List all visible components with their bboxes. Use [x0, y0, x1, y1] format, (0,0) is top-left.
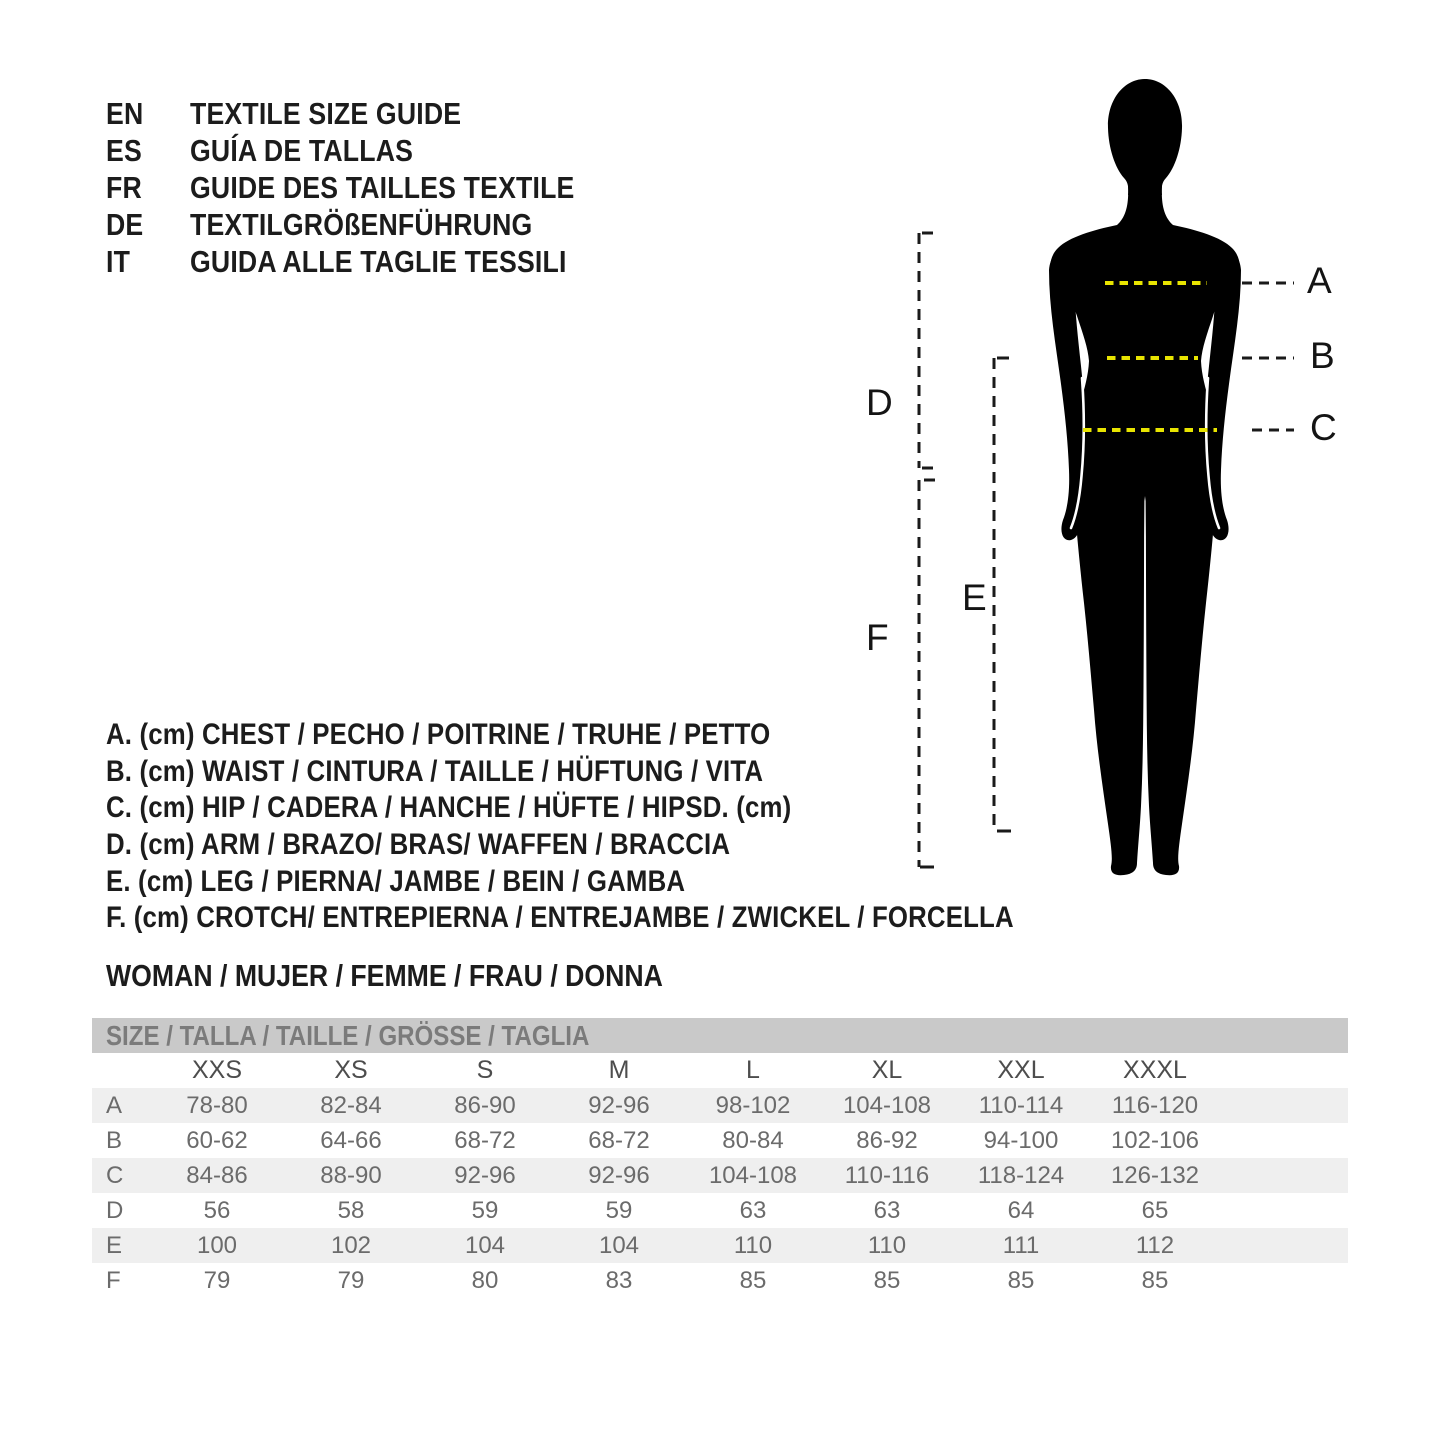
- table-row-arm: [92, 1193, 1348, 1228]
- silhouette-head: [1108, 79, 1182, 195]
- size-value: 68-72: [454, 1126, 516, 1154]
- size-value: 104: [598, 1231, 640, 1259]
- size-value: 118-124: [977, 1161, 1065, 1189]
- size-value: 102: [330, 1231, 372, 1259]
- figure-label-hip: C: [1310, 407, 1337, 448]
- lang-code: IT: [106, 244, 131, 279]
- size-value: 79: [337, 1266, 365, 1294]
- guide-title: GUIDE DES TAILLES TEXTILE: [190, 170, 575, 205]
- size-value: 104-108: [708, 1161, 798, 1189]
- size-value: 63: [873, 1196, 901, 1224]
- size-value: 64: [1007, 1196, 1035, 1224]
- table-row-waist: [92, 1123, 1348, 1158]
- size-value: 80-84: [722, 1126, 784, 1154]
- size-value: 65: [1141, 1196, 1169, 1224]
- legend-text: D. (cm) ARM / BRAZO/ BRAS/ WAFFEN / BRACCIA: [106, 828, 731, 862]
- figure-label-arm: D: [866, 382, 893, 423]
- leader-lines: [1242, 283, 1294, 430]
- size-value: 112: [1135, 1231, 1175, 1259]
- guide-title: TEXTILGRÖßENFÜHRUNG: [190, 207, 533, 242]
- legend-text: A. (cm) CHEST / PECHO / POITRINE / TRUHE / PETTO: [106, 718, 771, 751]
- size-value: 63: [739, 1196, 767, 1224]
- size-value: 82-84: [320, 1091, 382, 1119]
- size-value: 58: [337, 1196, 365, 1224]
- lang-code: ES: [106, 133, 142, 168]
- size-table-title: SIZE / TALLA / TAILLE / GRÖSSE / TAGLIA: [106, 1020, 590, 1051]
- row-label: F: [106, 1266, 121, 1294]
- legend-text: E. (cm) LEG / PIERNA/ JAMBE / BEIN / GAMBA: [106, 864, 686, 898]
- figure-label-crotch: F: [866, 617, 889, 658]
- size-value: 126-132: [1110, 1161, 1200, 1189]
- col-header: XL: [871, 1056, 903, 1084]
- legend-hip: [106, 790, 1162, 827]
- size-value: 78-80: [186, 1091, 248, 1119]
- gender-heading-text: WOMAN / MUJER / FEMME / FRAU / DONNA: [106, 958, 663, 993]
- size-value: 85: [873, 1266, 901, 1294]
- lang-code: EN: [106, 96, 144, 131]
- title-row-en: [106, 95, 637, 132]
- size-value: 94-100: [983, 1126, 1059, 1154]
- size-value: 85: [739, 1266, 767, 1294]
- size-value: 92-96: [588, 1091, 650, 1119]
- size-value: 86-92: [856, 1126, 918, 1154]
- title-row-fr: [106, 169, 637, 206]
- size-value: 83: [605, 1266, 633, 1294]
- size-value: 64-66: [320, 1126, 382, 1154]
- title-row-es: [106, 132, 637, 169]
- legend-text: B. (cm) WAIST / CINTURA / TAILLE / HÜFTUNG / VITA: [106, 754, 764, 788]
- size-value: 110-114: [978, 1091, 1064, 1119]
- legend-text: C. (cm) HIP / CADERA / HANCHE / HÜFTE / HIPSD. (cm): [106, 791, 792, 825]
- size-value: 116-120: [1111, 1091, 1199, 1119]
- size-value: 59: [605, 1196, 633, 1224]
- lang-code: DE: [106, 207, 144, 242]
- col-header: XXS: [191, 1056, 243, 1084]
- col-header: XXL: [997, 1056, 1045, 1084]
- size-value: 102-106: [1110, 1126, 1200, 1154]
- legend-arm: [106, 827, 1162, 864]
- guide-title: TEXTILE SIZE GUIDE: [190, 96, 462, 131]
- language-title-list: [106, 95, 637, 280]
- col-header: XS: [334, 1056, 368, 1084]
- legend-leg: [106, 864, 1162, 901]
- size-value: 85: [1141, 1266, 1169, 1294]
- size-value: 60-62: [186, 1126, 248, 1154]
- size-value: 100: [196, 1231, 238, 1259]
- table-row-chest: [92, 1088, 1348, 1123]
- col-header: S: [476, 1056, 494, 1084]
- col-header: XXXL: [1123, 1056, 1187, 1084]
- title-row-it: [106, 243, 637, 280]
- size-table: [92, 1018, 1348, 1298]
- size-value: 84-86: [186, 1161, 248, 1189]
- gender-heading: [106, 957, 754, 994]
- figure-label-waist: B: [1310, 335, 1335, 376]
- row-label: B: [106, 1126, 123, 1154]
- table-row-crotch: [92, 1263, 1348, 1298]
- size-value: 88-90: [320, 1161, 382, 1189]
- figure-label-leg: E: [962, 577, 987, 618]
- size-value: 68-72: [588, 1126, 650, 1154]
- size-value: 56: [203, 1196, 231, 1224]
- size-value: 110: [733, 1231, 773, 1259]
- legend-waist: [106, 754, 1162, 791]
- guide-title: GUÍA DE TALLAS: [190, 133, 414, 168]
- size-value: 86-90: [454, 1091, 516, 1119]
- row-label: A: [106, 1091, 123, 1119]
- size-value: 110: [867, 1231, 907, 1259]
- legend-chest: [106, 717, 1162, 754]
- size-table-header-band: [92, 1018, 1348, 1053]
- table-row-hip: [92, 1158, 1348, 1193]
- size-columns-row: [92, 1053, 1348, 1088]
- size-value: 92-96: [454, 1161, 516, 1189]
- row-label: D: [106, 1196, 124, 1224]
- legend-crotch: [106, 900, 1162, 937]
- size-value: 92-96: [588, 1161, 650, 1189]
- guide-title: GUIDA ALLE TAGLIE TESSILI: [190, 244, 567, 279]
- title-row-de: [106, 206, 637, 243]
- table-row-leg: [92, 1228, 1348, 1263]
- legend-text: F. (cm) CROTCH/ ENTREPIERNA / ENTREJAMBE / ZWICKEL / FORCELLA: [106, 901, 1014, 935]
- size-value: 111: [1002, 1231, 1040, 1259]
- size-value: 79: [203, 1266, 231, 1294]
- size-value: 104: [464, 1231, 506, 1259]
- size-value: 98-102: [715, 1091, 791, 1119]
- size-value: 85: [1007, 1266, 1035, 1294]
- lang-code: FR: [106, 170, 142, 205]
- measurement-legend: [106, 717, 1162, 937]
- size-value: 80: [471, 1266, 499, 1294]
- size-value: 104-108: [842, 1091, 932, 1119]
- figure-label-chest: A: [1307, 260, 1332, 301]
- col-header: L: [746, 1056, 760, 1084]
- row-label: C: [106, 1161, 124, 1189]
- size-value: 110-116: [844, 1161, 930, 1189]
- row-label: E: [106, 1231, 123, 1259]
- size-value: 59: [471, 1196, 499, 1224]
- col-header: M: [608, 1056, 630, 1084]
